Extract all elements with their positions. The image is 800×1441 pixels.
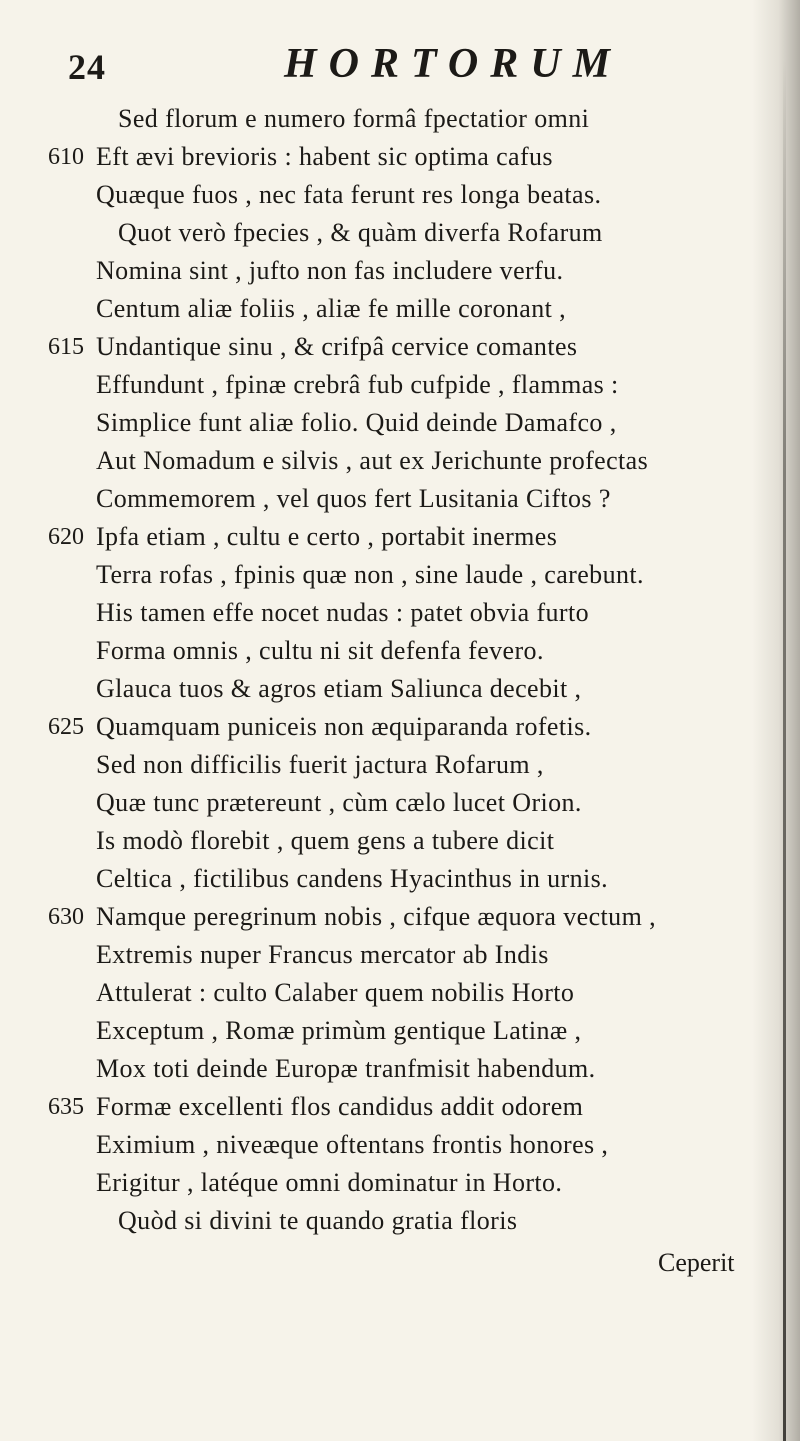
verse-line: Namque peregrinum nobis , cifque æquora vectum , [96, 902, 656, 931]
page-header [40, 40, 720, 100]
verse-line: Effundunt , fpinæ crebrâ fub cufpide , flammas : [96, 370, 619, 399]
verse-line: Mox toti deinde Europæ tranfmisit habendum. [96, 1054, 596, 1083]
verse-line: Commemorem , vel quos fert Lusitania Ciftos ? [96, 484, 611, 513]
verse-line: Sed florum e numero formâ fpectatior omni [118, 104, 590, 133]
verse-line: Attulerat : culto Calaber quem nobilis Horto [96, 978, 575, 1007]
line-number-610: 610 [48, 144, 84, 170]
verse-line: Is modò florebit , quem gens a tubere dicit [96, 826, 555, 855]
verse-line: Aut Nomadum e silvis , aut ex Jerichunte profectas [96, 446, 649, 475]
verse-line: Exceptum , Romæ primùm gentique Latinæ , [96, 1016, 582, 1045]
verse-line: Terra rofas , fpinis quæ non , sine laude , carebunt. [96, 560, 644, 589]
verse-line: Quòd si divini te quando gratia floris [118, 1206, 518, 1235]
verse-line: Quamquam puniceis non æquiparanda rofetis. [96, 712, 592, 741]
verse-line: Formæ excellenti flos candidus addit odorem [96, 1092, 584, 1121]
line-number-615: 615 [48, 334, 84, 360]
page-edge-shadow [752, 0, 800, 1441]
verse-line: Erigitur , latéque omni dominatur in Horto. [96, 1168, 563, 1197]
line-number-635: 635 [48, 1094, 84, 1120]
verse-line: Quot verò fpecies , & quàm diverfa Rofarum [118, 218, 603, 247]
verse-line: Ipfa etiam , cultu e certo , portabit inermes [96, 522, 558, 551]
line-number-625: 625 [48, 714, 84, 740]
binding-edge-line [783, 60, 786, 1441]
verse-line: Extremis nuper Francus mercator ab Indis [96, 940, 549, 969]
running-title: HORTORUM [284, 41, 622, 87]
verse-line: Centum aliæ foliis , aliæ fe mille coronant , [96, 294, 567, 323]
verse-line: Quæ tunc prætereunt , cùm cælo lucet Orion. [96, 788, 582, 817]
verse-line: Eft ævi brevioris : habent sic optima cafus [96, 142, 553, 171]
verse-line: His tamen effe nocet nudas : patet obvia furto [96, 598, 589, 627]
line-number-630: 630 [48, 904, 84, 930]
verse-line: Undantique sinu , & crifpâ cervice comantes [96, 332, 578, 361]
verse-line: Nomina sint , jufto non fas includere verfu. [96, 256, 564, 285]
verse-line: Simplice funt aliæ folio. Quid deinde Damafco , [96, 408, 617, 437]
line-number-620: 620 [48, 524, 84, 550]
verse-line: Quæque fuos , nec fata ferunt res longa beatas. [96, 180, 602, 209]
verse-line: Eximium , niveæque oftentans frontis honores , [96, 1130, 609, 1159]
verse-line: Glauca tuos & agros etiam Saliunca decebit , [96, 674, 582, 703]
verse-line: Forma omnis , cultu ni sit defenfa fevero. [96, 636, 544, 665]
verse-line: Sed non difficilis fuerit jactura Rofarum , [96, 750, 544, 779]
page-number: 24 [68, 47, 106, 87]
catchword: Ceperit [658, 1248, 735, 1277]
verse-line: Celtica , fictilibus candens Hyacinthus in urnis. [96, 864, 609, 893]
